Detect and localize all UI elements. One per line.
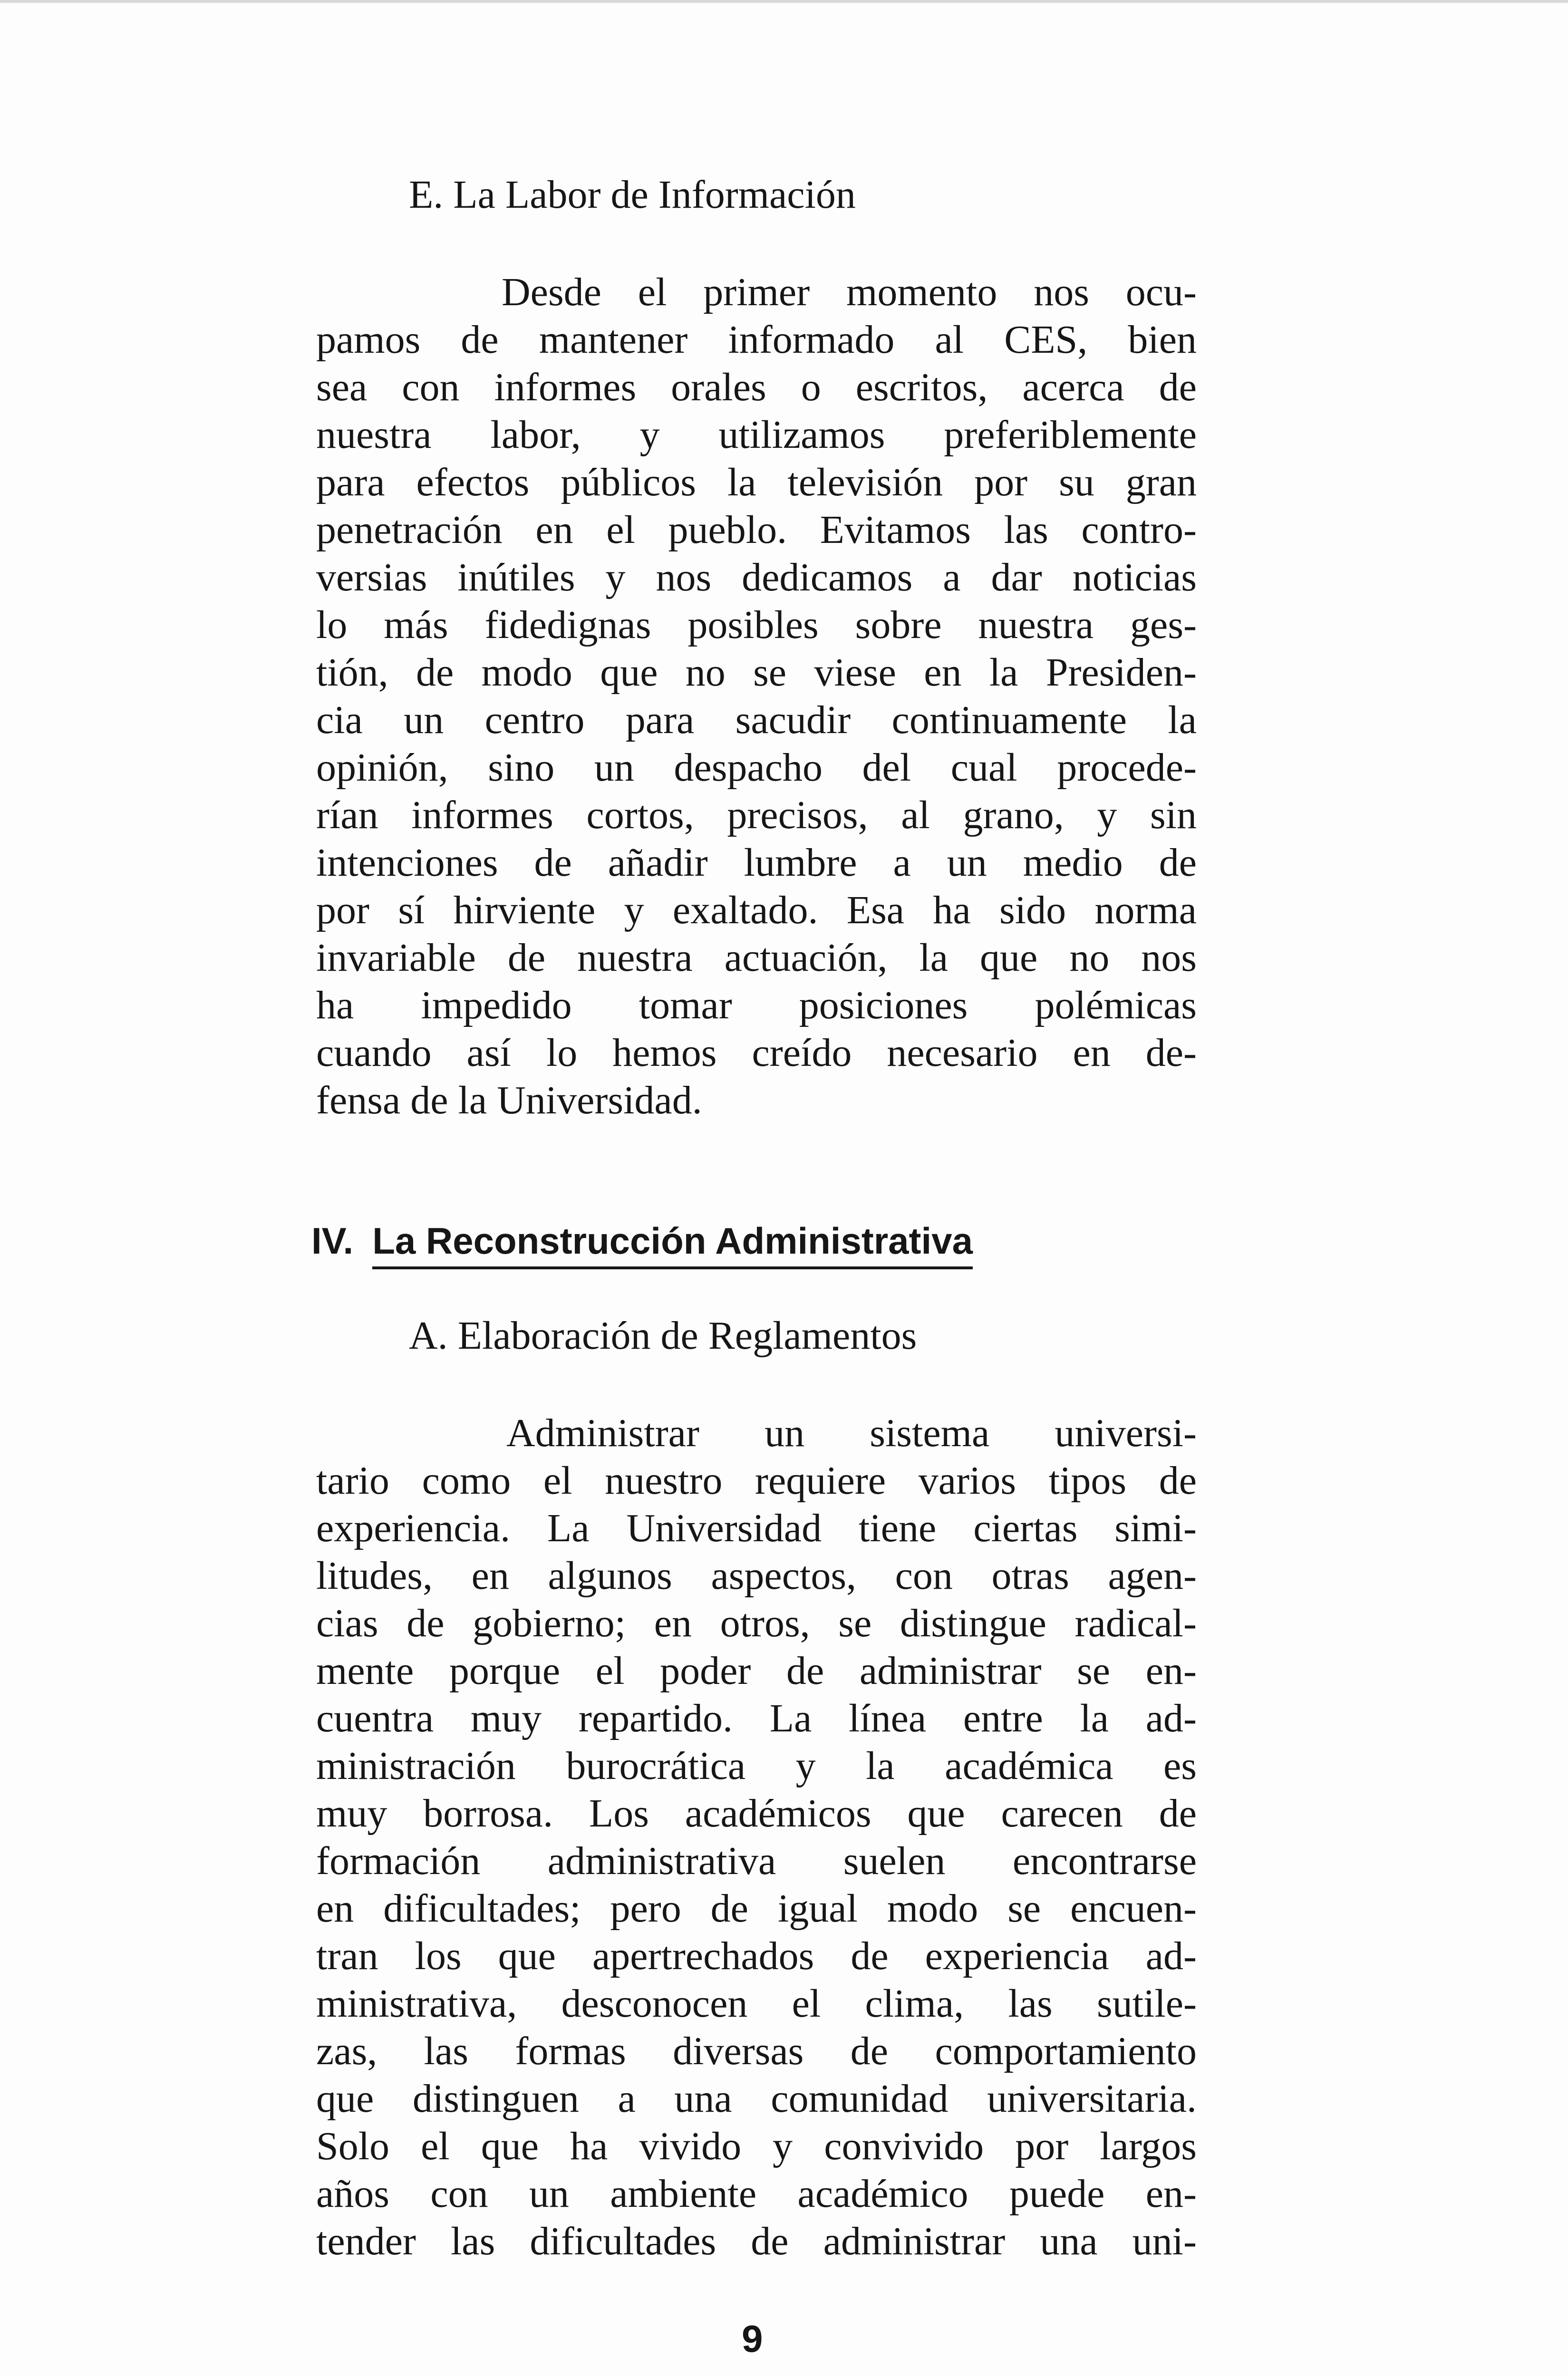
section-iv-number: IV. [311,1220,354,1262]
section-a-heading: A. Elaboración de Reglamentos [409,1314,917,1358]
paragraph-line: Administrar un sistema universi- [506,1411,1197,1455]
paragraph-line: que distinguen a una comunidad universitaria. [316,2077,1197,2121]
paragraph-line: versias inútiles y nos dedicamos a dar noticias [316,555,1197,599]
paragraph-line: Solo el que ha vivido y convivido por largos [316,2124,1197,2168]
paragraph-line: ha impedido tomar posiciones polémicas [316,983,1197,1027]
paragraph-line: cias de gobierno; en otros, se distingue radical- [316,1601,1197,1645]
paragraph-line: años con un ambiente académico puede en- [316,2172,1197,2216]
paragraph-line: mente porque el poder de administrar se en- [316,1649,1197,1693]
paragraph-line: nuestra labor, y utilizamos preferiblemente [316,413,1197,457]
paragraph-line: por sí hirviente y exaltado. Esa ha sido norma [316,888,1197,932]
paragraph-line: tran los que apertrechados de experiencia ad- [316,1934,1197,1978]
paragraph-line: invariable de nuestra actuación, la que no nos [316,936,1197,980]
section-iv-title: La Reconstrucción Administrativa [372,1217,973,1269]
paragraph-line: litudes, en algunos aspectos, con otras agen- [316,1554,1197,1598]
section-e-heading: E. La Labor de Información [409,173,856,217]
paragraph-line: tender las dificultades de administrar una uni- [316,2219,1197,2263]
section-a-paragraph [316,1410,1197,2265]
paragraph-line: cuentra muy repartido. La línea entre la ad- [316,1696,1197,1740]
page-number: 9 [742,2318,763,2360]
paragraph-line: Desde el primer momento nos ocu- [502,270,1197,314]
paragraph-line: tario como el nuestro requiere varios tipos de [316,1459,1197,1503]
paragraph-line: rían informes cortos, precisos, al grano, y sin [316,793,1197,837]
paragraph-line: opinión, sino un despacho del cual procede- [316,745,1197,790]
paragraph-line: en dificultades; pero de igual modo se encuen- [316,1886,1197,1931]
paragraph-line: fensa de la Universidad. [316,1078,702,1122]
paragraph-line: cuando así lo hemos creído necesario en de- [316,1031,1197,1075]
paragraph-line: intenciones de añadir lumbre a un medio de [316,841,1197,885]
section-e-paragraph [316,269,1197,1124]
scan-top-edge [0,0,1568,3]
paragraph-line: zas, las formas diversas de comportamiento [316,2029,1197,2073]
paragraph-line: para efectos públicos la televisión por su gran [316,460,1197,504]
paragraph-line: penetración en el pueblo. Evitamos las contro- [316,508,1197,552]
paragraph-line: experiencia. La Universidad tiene ciertas simi- [316,1506,1197,1550]
paragraph-line: cia un centro para sacudir continuamente la [316,698,1197,742]
paragraph-line: ministrativa, desconocen el clima, las sutile- [316,1981,1197,2026]
section-iv-heading [311,1217,973,1269]
paragraph-line: pamos de mantener informado al CES, bien [316,318,1197,362]
paragraph-line: sea con informes orales o escritos, acerca de [316,365,1197,409]
paragraph-line: tión, de modo que no se viese en la Presiden- [316,650,1197,695]
paragraph-line: muy borrosa. Los académicos que carecen de [316,1791,1197,1836]
paragraph-line: lo más fidedignas posibles sobre nuestra ges- [316,603,1197,647]
paragraph-line: ministración burocrática y la académica es [316,1744,1197,1788]
paragraph-line: formación administrativa suelen encontrarse [316,1839,1197,1883]
